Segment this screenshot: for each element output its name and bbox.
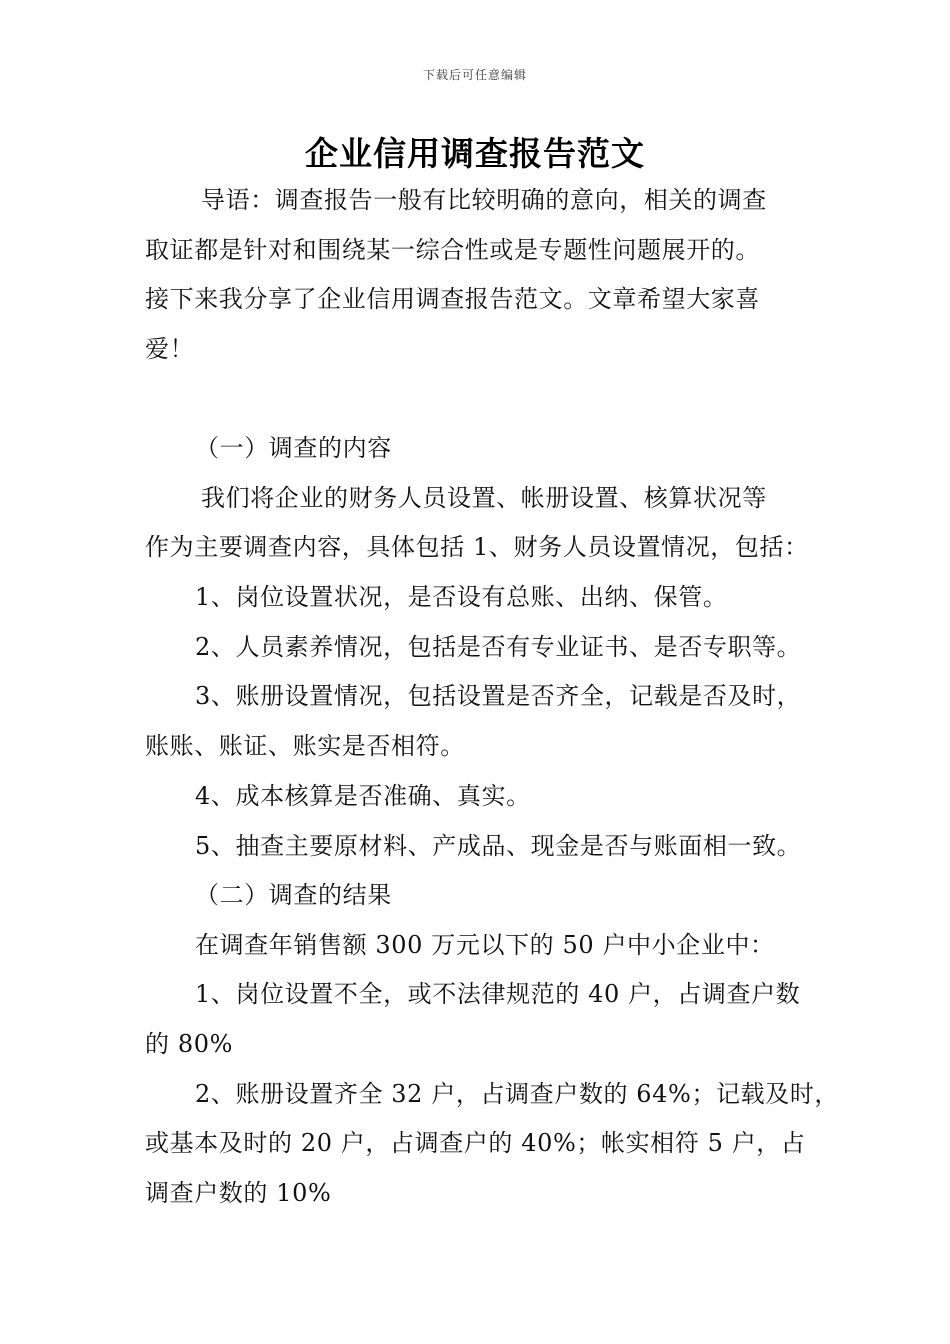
paragraph-line: 作为主要调查内容，具体包括 1、财务人员设置情况，包括：: [145, 533, 809, 562]
list-item: 4、成本核算是否准确、真实。: [195, 781, 531, 810]
page-title: 企业信用调查报告范文: [305, 134, 645, 173]
list-item: 2、账册设置齐全 32 户，占调查户数的 64%；记载及时，: [195, 1079, 840, 1108]
list-item-continuation: 账账、账证、账实是否相符。: [145, 732, 465, 761]
paragraph-line: 我们将企业的财务人员设置、帐册设置、核算状况等: [201, 483, 767, 512]
section-1: [145, 424, 825, 871]
list-item-continuation: 或基本及时的 20 户，占调查户的 40%；帐实相符 5 户，占: [145, 1129, 806, 1158]
list-item: 3、账册设置情况，包括设置是否齐全，记载是否及时，: [195, 682, 802, 711]
list-item: 1、岗位设置不全，或不法律规范的 40 户，占调查户数: [195, 980, 801, 1009]
section-heading: （一）调查的内容: [195, 434, 392, 462]
intro-paragraph: [145, 176, 825, 375]
header-note: 下载后可任意编辑: [422, 68, 527, 82]
list-item: 2、人员素养情况，包括是否有专业证书、是否专职等。: [195, 632, 802, 661]
intro-line: 接下来我分享了企业信用调查报告范文。文章希望大家喜: [145, 285, 760, 314]
list-item: 5、抽查主要原材料、产成品、现金是否与账面相一致。: [195, 831, 802, 860]
section-heading: （二）调查的结果: [195, 881, 392, 909]
section-2: [145, 871, 840, 1219]
list-item: 1、岗位设置状况，是否设有总账、出纳、保管。: [195, 583, 728, 612]
intro-line: 爱！: [145, 335, 195, 364]
paragraph-line: 在调查年销售额 300 万元以下的 50 户中小企业中：: [195, 930, 775, 959]
list-item-continuation: 的 80%: [145, 1030, 233, 1059]
intro-line: 取证都是针对和围绕某一综合性或是专题性问题展开的。: [145, 235, 760, 264]
list-item-continuation: 调查户数的 10%: [145, 1179, 332, 1208]
intro-line: 导语：调查报告一般有比较明确的意向，相关的调查: [201, 186, 767, 214]
